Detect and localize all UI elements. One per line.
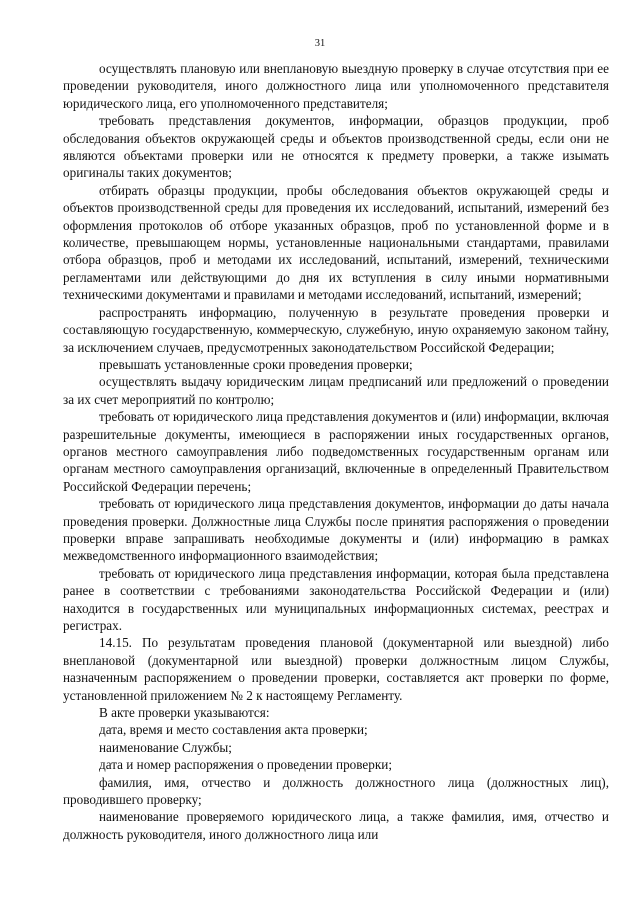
paragraph-service-name: наименование Службы; [99,739,232,755]
paragraph-on-site-inspection: осуществлять плановую или внеплановую выездную проверку в случае отсутствия при ее проведении руководителя, иного должностного лица или уполномоченного представителя юридического лица, его уполномоченного представителя; [63,61,609,111]
paragraph-act-contents-intro: В акте проверки указываются: [99,705,270,721]
paragraph-demand-previous-info: требовать от юридического лица представления информации, которая была представлена ранее в соответствии с требованиями законодательства Российской Федерации и (или) находится в государственных или муниципальных информационных системах, реестрах и регистрах. [63,565,609,633]
document-body [63,60,609,843]
paragraph-section-14-15: 14.15. По результатам проведения плановой (документарной или выездной) либо внеплановой (документарной или выездной) проверки должностным лицом Службы, назначенным распоряжением о проведении проверки, составляется акт проверки по форме, установленной приложением № 2 к настоящему Регламенту. [63,635,609,703]
paragraph-exceed-deadlines: превышать установленные сроки проведения проверки; [99,356,413,372]
paragraph-issue-orders: осуществлять выдачу юридическим лицам предписаний или предложений о проведении за их счет мероприятий по контролю; [63,374,609,407]
paragraph-disclose-information: распространять информацию, полученную в результате проведения проверки и составляющую государственную, коммерческую, служебную, иную охраняемую законом тайну, за исключением случаев, предусмотренных законодательством Российской Федерации; [63,304,609,355]
paragraph-entity-name: наименование проверяемого юридического лица, а также фамилия, имя, отчество и должность руководителя, иного должностного лица или [63,809,609,842]
page-number: 31 [314,38,326,49]
paragraph-act-date-place: дата, время и место составления акта проверки; [99,722,368,738]
paragraph-demand-permits: требовать от юридического лица представления документов и (или) информации, включая разрешительные документы, имеющиеся в распоряжении иных государственных органов, органов местного самоуправления либо подведомственных государственным органам или органам местного самоуправления организаций, включенные в определенный Правительством Российской Федерации перечень; [63,409,609,494]
paragraph-order-number: дата и номер распоряжения о проведении проверки; [99,757,392,773]
paragraph-inspector-name: фамилия, имя, отчество и должность должностного лица (должностных лиц), проводившего проверку; [63,774,609,808]
paragraph-sampling: отбирать образцы продукции, пробы обследования объектов окружающей среды и объектов производственной среды для проведения их исследований, испытаний, измерений без оформления протоколов об отборе указанных образцов, проб по установленной форме и в количестве, превышающем нормы, установленные национальными стандартами, правилами отбора образцов, проб и методами их исследований, испытаний, измерений, техническими регламентами или действующими до дня их вступления в силу иными нормативными техническими документами и правилами и методами исследований, испытаний, измерений; [63,182,609,303]
paragraph-demand-before-start: требовать от юридического лица представления документов, информации до даты начала проведения проверки. Должностные лица Службы после принятия распоряжения о проведении проверки вправе запрашивать необходимые документы и (или) информацию в рамках межведомственного информационного взаимодействия; [63,496,609,564]
paragraph-demand-documents: требовать представления документов, информации, образцов продукции, проб обследования объектов окружающей среды и объектов производственной среды, если они не являются объектами проверки или не относятся к предмету проверки, а также изымать оригиналы таких документов; [63,113,609,181]
